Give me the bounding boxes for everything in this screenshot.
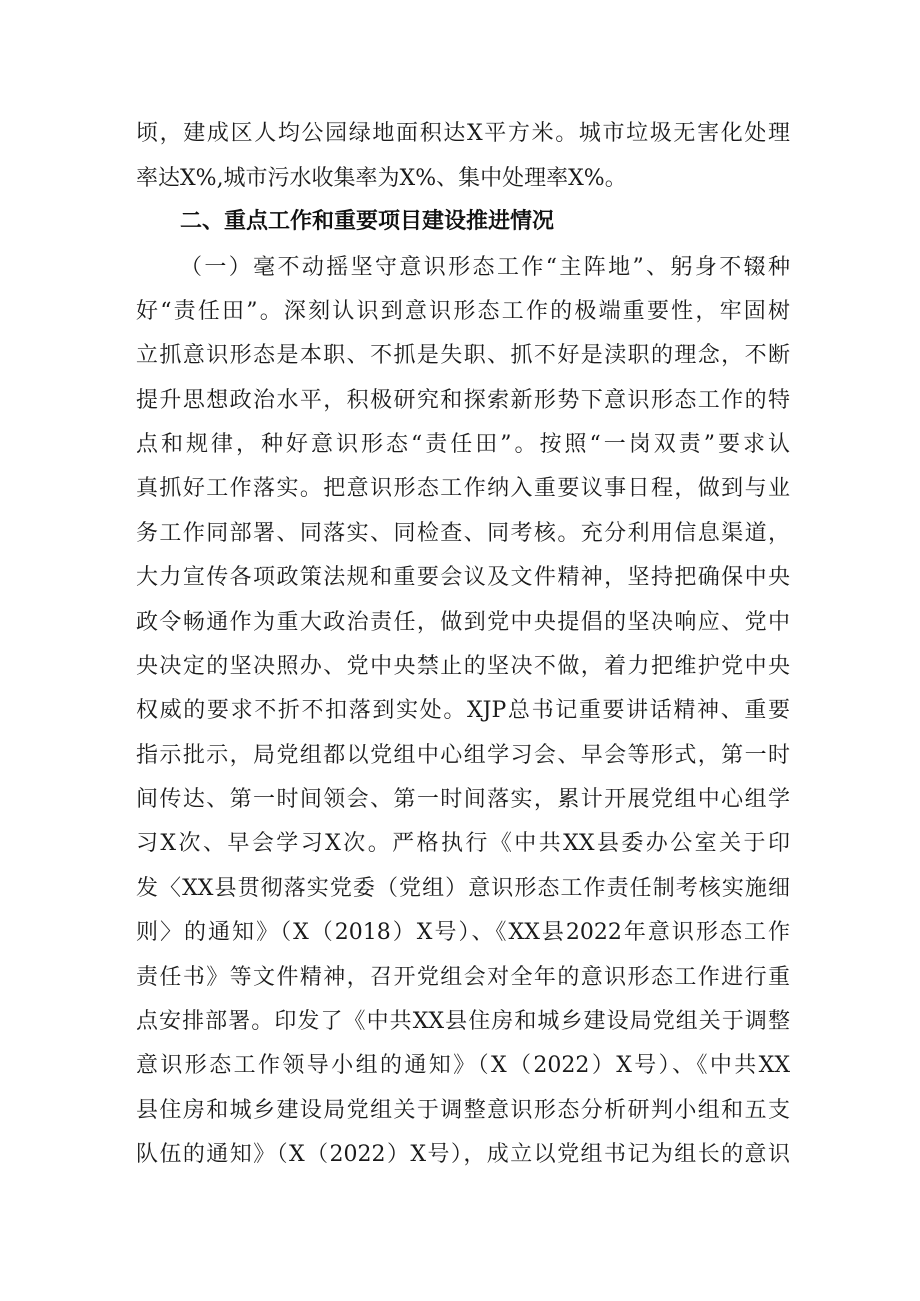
text-line: 政令畅通作为重大政治责任，做到党中央提倡的坚决响应、党中 [136, 610, 790, 635]
text-line: 点和规律，种好意识形态“责任田”。按照“一岗双责”要求认 [136, 432, 790, 457]
text-line: 央决定的坚决照办、党中央禁止的坚决不做，着力把维护党中央 [136, 654, 790, 679]
text-line: 则〉的通知》（X（2018）X号）、《XX县2022年意识形态工作 [136, 920, 790, 945]
text-line: 好“责任田”。深刻认识到意识形态工作的极端重要性，牢固树 [136, 299, 790, 324]
text-line: 指示批示，局党组都以党组中心组学习会、早会等形式，第一时 [136, 743, 790, 768]
section-heading: 二、重点工作和重要项目建设推进情况 [180, 209, 555, 234]
text-line: 率达X%,城市污水收集率为X%、集中处理率X%。 [136, 166, 627, 191]
text-line: 立抓意识形态是本职、不抓是失职、抓不好是渎职的理念，不断 [136, 343, 790, 368]
text-line: 意识形态工作领导小组的通知》（X（2022）X号）、《中共XX [136, 1053, 790, 1078]
text-line: 大力宣传各项政策法规和重要会议及文件精神，坚持把确保中央 [136, 565, 790, 590]
text-line: 顷，建成区人均公园绿地面积达X平方米。城市垃圾无害化处理 [136, 121, 790, 146]
text-line: 习X次、早会学习X次。严格执行《中共XX县委办公室关于印 [136, 831, 790, 856]
text-line: 权威的要求不折不扣落到实处。XJP总书记重要讲话精神、重要 [136, 698, 790, 723]
text-line: 县住房和城乡建设局党组关于调整意识形态分析研判小组和五支 [136, 1098, 790, 1123]
text-line: 真抓好工作落实。把意识形态工作纳入重要议事日程，做到与业 [136, 476, 790, 501]
text-line: 责任书》等文件精神，召开党组会对全年的意识形态工作进行重 [136, 965, 790, 990]
text-line: （一）毫不动摇坚守意识形态工作“主阵地”、躬身不辍种 [180, 255, 790, 280]
text-line: 间传达、第一时间领会、第一时间落实，累计开展党组中心组学 [136, 787, 790, 812]
text-line: 点安排部署。印发了《中共XX县住房和城乡建设局党组关于调整 [136, 1009, 790, 1034]
text-line: 务工作同部署、同落实、同检查、同考核。充分利用信息渠道， [136, 521, 790, 546]
text-line: 提升思想政治水平，积极研究和探索新形势下意识形态工作的特 [136, 388, 790, 413]
text-line: 队伍的通知》（X（2022）X号），成立以党组书记为组长的意识 [136, 1142, 790, 1167]
text-line: 发〈XX县贯彻落实党委（党组）意识形态工作责任制考核实施细 [136, 876, 790, 901]
